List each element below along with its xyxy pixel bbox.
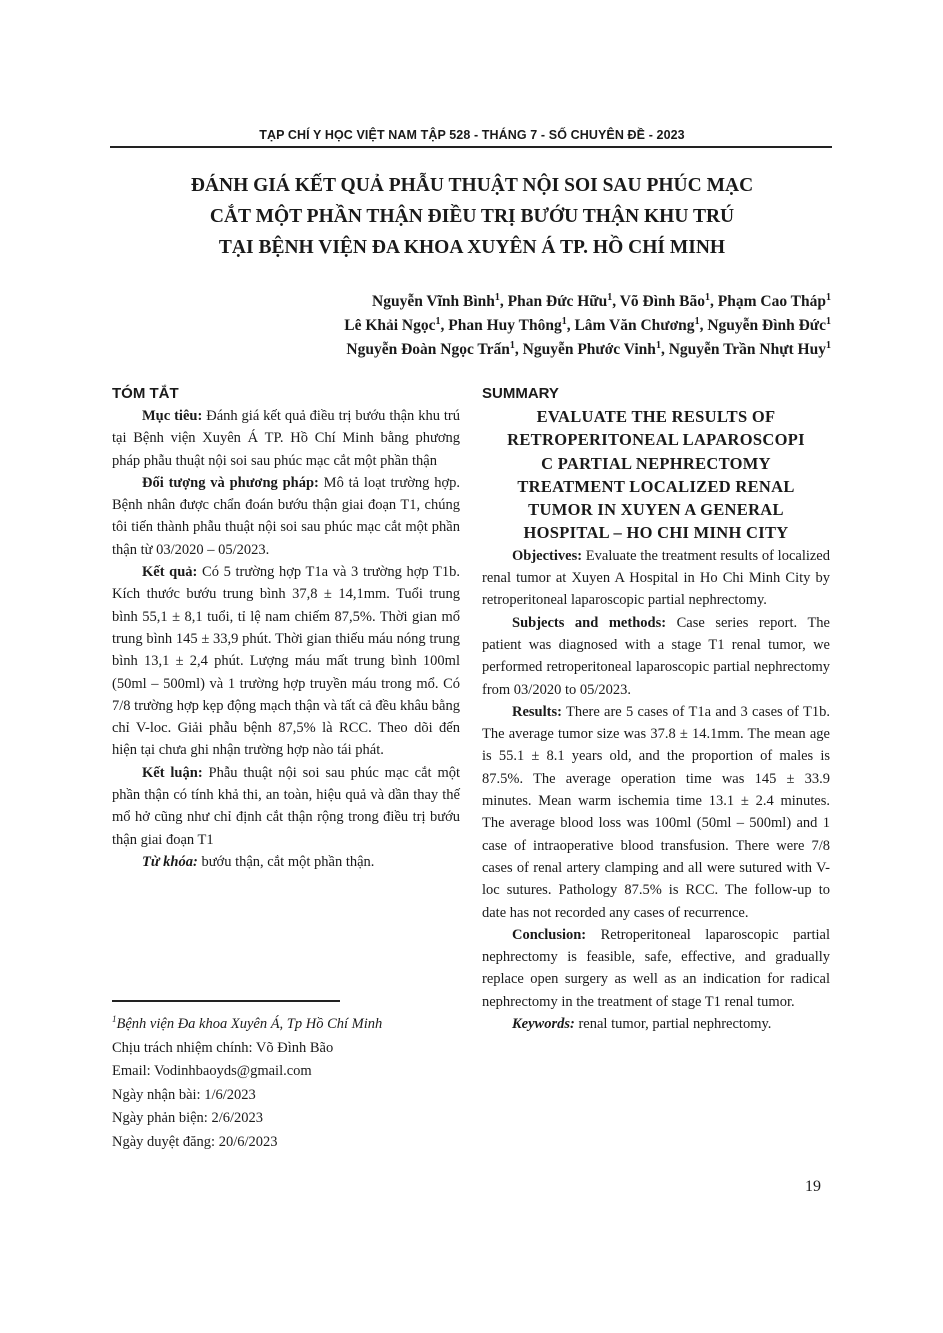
affiliation-mark: 1 [694, 315, 700, 327]
results-text: Có 5 trường hợp T1a và 3 trường hợp T1b. Kích thước bướu trung bình 37,8 ± 14,1mm. Tuổi trung bình 55,1 ± 8,1 tuổi, tỉ lệ nam chiếm 87,5%. Thời gian mổ trung bình 145 ± 33,9 phút. Thời gian thiếu máu nóng trung bình 13,1 ± 2,4 phút. Lượng máu mất trung bình 100ml (50ml – 500ml) và 1 trường hợp truyền máu trong mổ. Có 7/8 trường hợp kẹp động mạch thận và tất cả đều khâu bằng chỉ V-loc. Giải phẫu bệnh 87,5% là RCC. Theo dõi đến hiện tại chưa ghi nhận trường hợp nào tái phát. [112, 564, 460, 759]
conclusion-text: Retroperitoneal laparoscopic partial nephrectomy is feasible, safe, effective, and gradually replace open surgery as well as an indication for radical nephrectomy in the treatment of stage T1 renal tumor. [482, 926, 830, 1010]
objective-label: Mục tiêu: [142, 408, 203, 424]
methods-label: Subjects and methods: [512, 614, 667, 631]
abstract-english [482, 383, 830, 1035]
keywords-text: bướu thận, cắt một phần thận. [197, 853, 375, 870]
objective-label: Objectives: [512, 547, 583, 564]
affiliation-mark: 1 [112, 1014, 117, 1025]
english-title-line: RETROPERITONEAL LAPAROSCOPI [507, 430, 805, 450]
author-line [111, 314, 831, 338]
title-line: CẮT MỘT PHẦN THẬN ĐIỀU TRỊ BƯỚU THẬN KHU TRÚ [209, 206, 735, 227]
conclusion-paragraph [112, 762, 460, 851]
methods-text: Case series report. The patient was diagnosed with a stage T1 renal tumor, we performed retroperitoneal laparoscopic partial nephrectomy from 03/2020 to 05/2023. [482, 614, 830, 698]
results-label: Results: [512, 703, 562, 720]
page-number: 19 [805, 1178, 821, 1195]
author-name: Nguyễn Vĩnh Bình [372, 293, 495, 310]
keywords-text: renal tumor, partial nephrectomy. [574, 1016, 772, 1033]
affiliation-note [112, 1013, 460, 1037]
affiliation-mark: 1 [705, 291, 710, 303]
corresponding-author: Chịu trách nhiệm chính: Võ Đình Bão [112, 1039, 334, 1056]
header-rule [110, 146, 832, 148]
affiliation-text: Bệnh viện Đa khoa Xuyên Á, Tp Hồ Chí Minh [116, 1016, 383, 1032]
results-text: There are 5 cases of T1a and 3 cases of T1b. The average tumor size was 37.8 ± 14.1mm. The mean age is 55.1 ± 8.1 years old, and the proportion of males is 87.5%. The average operation time was 145 ± 33.9 minutes. Mean warm ischemia time 13.1 ± 2.4 minutes. The average blood loss was 100ml (50ml – 500ml) and 1 case of intraoperative blood transfusion. There were 7/8 cases of renal artery clamping and all were sutured with V-loc sutures. Pathology 87.5% is RCC. The follow-up to date has not recorded any cases of recurrence. [482, 703, 830, 921]
keywords-label: Keywords: [512, 1016, 575, 1033]
author-separator: , [660, 341, 669, 358]
author-name: Phan Huy Thông [448, 317, 562, 334]
author-separator: , [499, 293, 508, 310]
keywords-label: Từ khóa: [142, 853, 198, 870]
english-title-line: HOSPITAL – HO CHI MINH CITY [523, 523, 789, 543]
affiliation-mark: 1 [561, 315, 567, 327]
author-line [111, 290, 831, 314]
objective-text: Đánh giá kết quả điều trị bướu thận khu trú tại Bệnh viện Xuyên Á TP. Hồ Chí Minh bằng phương pháp phẫu thuật nội soi sau phúc mạc cắt một phần thận [112, 408, 460, 469]
author-line [111, 338, 831, 362]
objective-paragraph [482, 545, 830, 612]
affiliation-mark: 1 [435, 315, 441, 327]
affiliation-mark: 1 [655, 339, 661, 351]
english-title [482, 405, 830, 545]
author-name: Phan Đức Hữu [507, 293, 608, 310]
date-accepted: Ngày duyệt đăng: 20/6/2023 [112, 1133, 278, 1150]
results-paragraph [482, 701, 830, 924]
author-name: Nguyễn Đình Đức [707, 317, 826, 334]
date-reviewed: Ngày phản biện: 2/6/2023 [112, 1110, 264, 1126]
affiliation-mark: 1 [826, 339, 831, 351]
title-line: ĐÁNH GIÁ KẾT QUẢ PHẪU THUẬT NỘI SOI SAU PHÚC MẠC [190, 175, 754, 196]
abstract-vietnamese [112, 383, 460, 873]
methods-paragraph [112, 472, 460, 561]
author-separator: , [699, 317, 708, 334]
email-line: Email: Vodinhbaoyds@gmail.com [112, 1063, 312, 1079]
author-separator: , [710, 293, 718, 310]
english-title-line: C PARTIAL NEPHRECTOMY [541, 453, 771, 473]
methods-paragraph [482, 612, 830, 701]
english-title-line: TUMOR IN XUYEN A GENERAL [528, 500, 784, 520]
abstract-heading: TÓM TẮT [112, 385, 179, 402]
author-separator: , [566, 317, 575, 334]
author-list [111, 290, 831, 362]
author-name: Võ Đình Bão [619, 293, 705, 310]
author-separator: , [514, 341, 523, 358]
date-received: Ngày nhận bài: 1/6/2023 [112, 1086, 256, 1103]
footnotes [112, 1013, 460, 1154]
affiliation-mark: 1 [826, 291, 831, 303]
summary-heading: SUMMARY [482, 385, 559, 402]
running-head: TẠP CHÍ Y HỌC VIỆT NAM TẬP 528 - THÁNG 7 - SỐ CHUYÊN ĐỀ - 2023 [259, 128, 685, 142]
conclusion-label: Conclusion: [512, 926, 587, 943]
author-name: Phạm Cao Tháp [717, 293, 826, 310]
title-line: TẠI BỆNH VIỆN ĐA KHOA XUYÊN Á TP. HỒ CHÍ MINH [218, 237, 726, 258]
english-title-line: TREATMENT LOCALIZED RENAL [517, 476, 795, 496]
results-paragraph [112, 561, 460, 762]
conclusion-text: Phẫu thuật nội soi sau phúc mạc cắt một phần thận có tính khả thi, an toàn, hiệu quả và dần thay thế mổ hở cũng như chỉ định cắt thận rộng trong điều trị bướu thận giai đoạn T1 [112, 764, 460, 848]
conclusion-label: Kết luận: [142, 764, 203, 781]
author-name: Nguyễn Đoàn Ngọc Trấn [346, 341, 510, 358]
results-label: Kết quả: [142, 564, 198, 581]
footnote-rule [112, 1000, 340, 1002]
conclusion-paragraph [482, 924, 830, 1013]
methods-text: Mô tả loạt trường hợp. Bệnh nhân được chẩn đoán bướu thận giai đoạn T1, chúng tôi tiến thành phẫu thuật nội soi sau phúc mạc cắt một phần thận từ 03/2020 – 05/2023. [112, 474, 460, 558]
author-name: Lê Khải Ngọc [344, 317, 436, 334]
affiliation-mark: 1 [509, 339, 515, 351]
keywords-paragraph [482, 1013, 830, 1035]
author-name: Nguyễn Phước Vinh [522, 341, 656, 358]
english-title-line: EVALUATE THE RESULTS OF [536, 407, 776, 426]
affiliation-mark: 1 [607, 291, 613, 303]
author-name: Nguyễn Trần Nhựt Huy [668, 341, 826, 358]
author-separator: , [440, 317, 449, 334]
article-title [112, 170, 832, 263]
objective-paragraph [112, 405, 460, 472]
keywords-paragraph [112, 851, 460, 873]
objective-text: Evaluate the treatment results of localized renal tumor at Xuyen A Hospital in Ho Chi Minh City by retroperitoneal laparoscopic partial nephrectomy. [482, 547, 830, 609]
affiliation-mark: 1 [826, 315, 831, 327]
author-separator: , [612, 293, 620, 310]
author-name: Lâm Văn Chương [574, 317, 695, 334]
methods-label: Đối tượng và phương pháp: [142, 474, 319, 491]
affiliation-mark: 1 [494, 291, 500, 303]
